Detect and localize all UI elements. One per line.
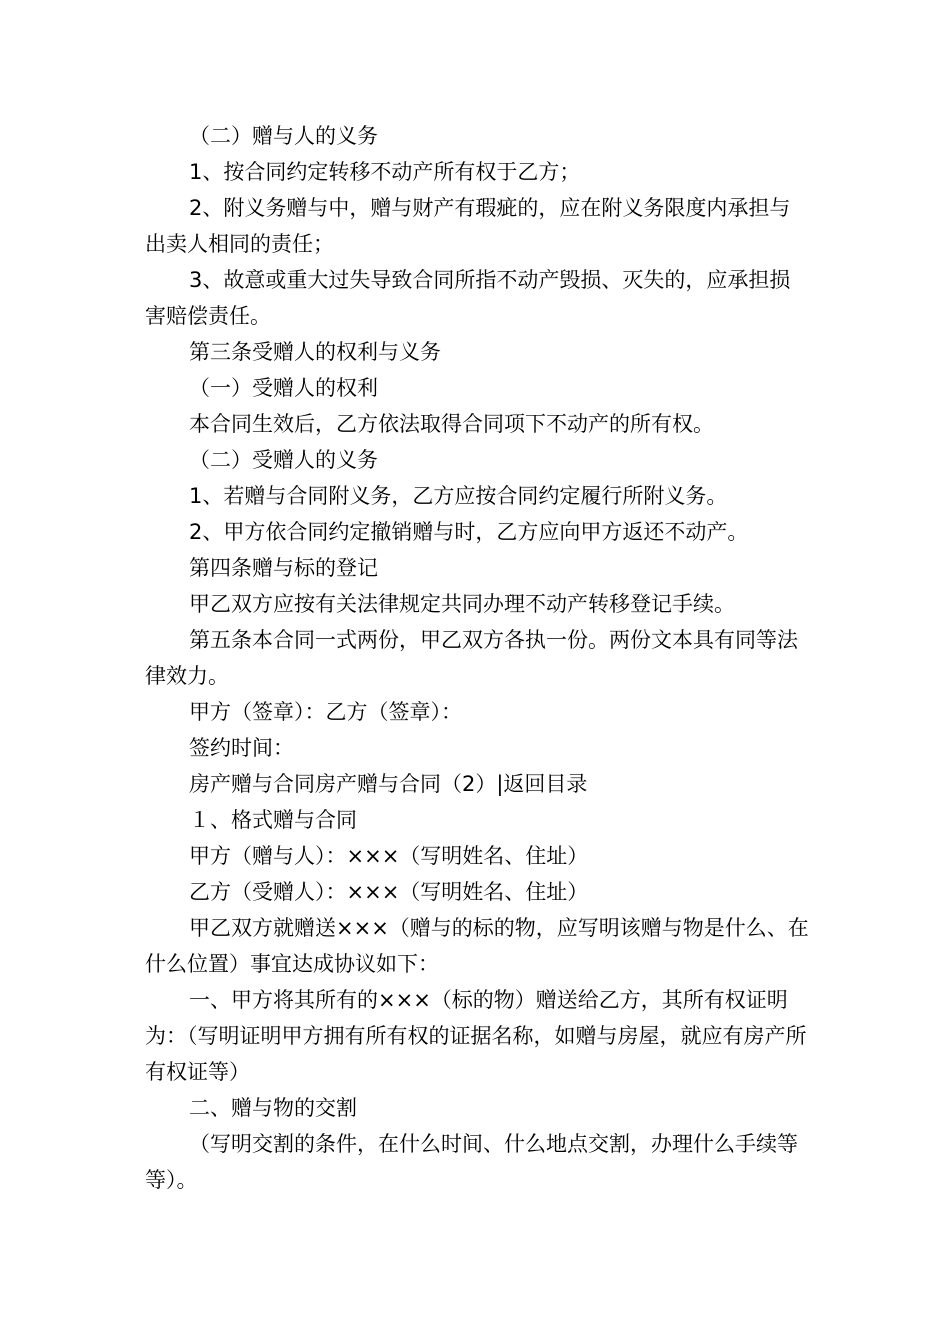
paragraph-donor-obligations-heading: （二）赠与人的义务: [189, 124, 378, 148]
paragraph-contract-2-title: 房产赠与合同房产赠与合同（2）|返回目录: [189, 772, 588, 796]
paragraph-donee-rights-heading: （一）受赠人的权利: [189, 376, 378, 400]
paragraph-format-contract: １、格式赠与合同: [189, 808, 357, 832]
paragraph-party-b: 乙方（受赠人）：×××（写明姓名、住址）: [189, 880, 589, 904]
paragraph-signing-date: 签约时间：: [189, 736, 294, 760]
paragraph-donor-obligation-3: 3、故意或重大过失导致合同所指不动产毁损、灭失的，应承担损害赔偿责任。: [145, 268, 791, 328]
paragraph-article-4: 第四条赠与标的登记: [189, 556, 378, 580]
paragraph-donee-rights: 本合同生效后，乙方依法取得合同项下不动产的所有权。: [189, 412, 714, 436]
paragraph-clause-2-detail: （写明交割的条件，在什么时间、什么地点交割，办理什么手续等等）。: [145, 1132, 798, 1192]
paragraph-article-5: 第五条本合同一式两份，甲乙双方各执一份。两份文本具有同等法律效力。: [145, 628, 798, 688]
paragraph-donee-obligations-heading: （二）受赠人的义务: [189, 448, 378, 472]
paragraph-signatures: 甲方（签章）：乙方（签章）：: [189, 700, 462, 724]
document-body: [145, 118, 810, 1198]
paragraph-donee-obligation-1: 1、若赠与合同附义务，乙方应按合同约定履行所附义务。: [189, 484, 728, 508]
paragraph-party-a: 甲方（赠与人）：×××（写明姓名、住址）: [189, 844, 589, 868]
paragraph-clause-2-heading: 二、赠与物的交割: [189, 1096, 357, 1120]
paragraph-donor-obligation-2: 2、附义务赠与中，赠与财产有瑕疵的，应在附义务限度内承担与出卖人相同的责任；: [145, 196, 791, 256]
paragraph-agreement-intro: 甲乙双方就赠送×××（赠与的标的物，应写明该赠与物是什么、在什么位置）事宜达成协议如下：: [145, 916, 809, 976]
paragraph-article-3: 第三条受赠人的权利与义务: [189, 340, 441, 364]
paragraph-clause-1: 一、甲方将其所有的×××（标的物）赠送给乙方，其所有权证明为：（写明证明甲方拥有所有权的证据名称，如赠与房屋，就应有房产所有权证等）: [145, 988, 807, 1084]
paragraph-donor-obligation-1: 1、按合同约定转移不动产所有权于乙方；: [189, 160, 581, 184]
paragraph-donee-obligation-2: 2、甲方依合同约定撤销赠与时，乙方应向甲方返还不动产。: [189, 520, 749, 544]
paragraph-registration: 甲乙双方应按有关法律规定共同办理不动产转移登记手续。: [189, 592, 735, 616]
